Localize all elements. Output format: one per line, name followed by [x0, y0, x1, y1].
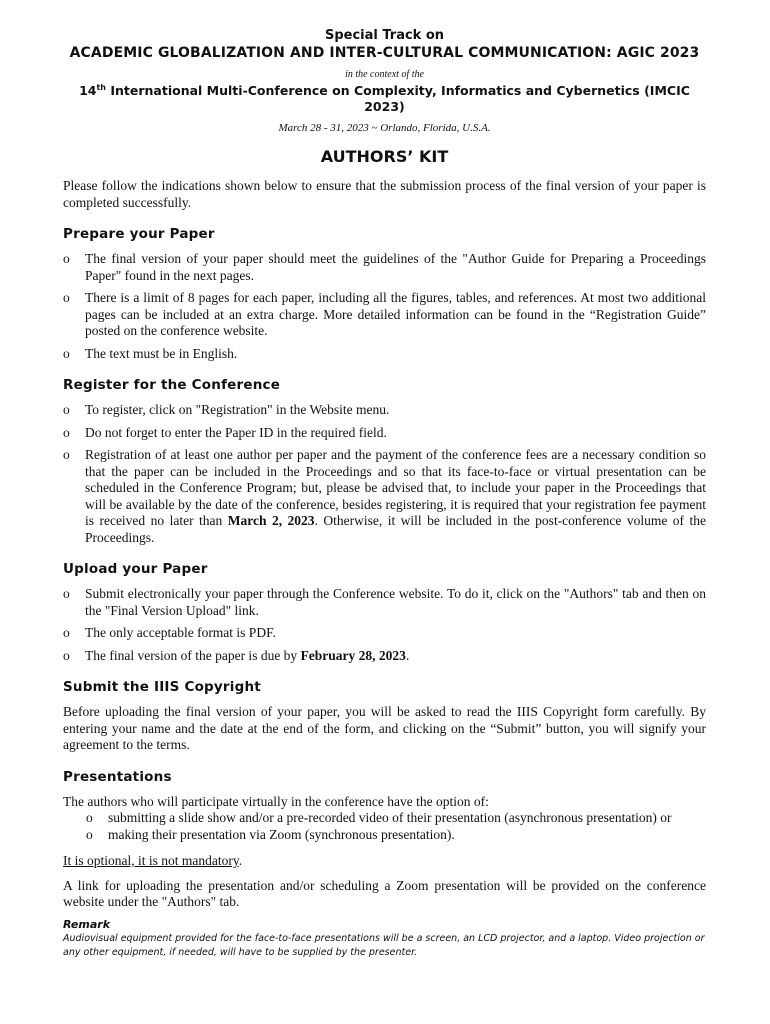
optional-note-end: . — [238, 853, 243, 868]
list-item-text: submitting a slide show and/or a pre-recorded video of their presentation (asynchronous presentation) or — [108, 810, 672, 825]
bullet-marker: o — [63, 447, 70, 462]
register-list — [63, 402, 706, 546]
conference-name: International Multi-Conference on Complexity, Informatics and Cybernetics (IMCIC 2023) — [106, 83, 690, 114]
bullet-marker: o — [86, 826, 93, 842]
presentations-intro: The authors who will participate virtually in the conference have the option of: — [63, 793, 489, 809]
upload-heading: Upload your Paper — [63, 561, 208, 577]
list-item-text: To register, click on "Registration" in the Website menu. — [85, 402, 390, 417]
bullet-marker: o — [86, 810, 93, 825]
remark-heading: Remark — [63, 917, 111, 931]
list-item-text: There is a limit of 8 pages for each paper, including all the figures, tables, and references. At most two additional pages can be included at an extra charge. More detailed information can be found in the “Registration Guide” posted on the conference website. — [85, 290, 706, 338]
bullet-marker: o — [63, 402, 70, 417]
list-item — [63, 648, 706, 665]
list-item — [63, 402, 706, 419]
list-item — [63, 586, 706, 619]
list-item — [63, 827, 706, 844]
context-label: in the context of the — [345, 69, 424, 80]
list-item-text: . — [405, 647, 410, 663]
list-item — [63, 810, 706, 827]
bullet-marker: o — [63, 586, 70, 601]
list-item-text: The final version of the paper is due by — [85, 647, 301, 663]
bullet-marker: o — [63, 251, 70, 266]
list-item-text: . Otherwise, it will be included in the post-conference volume of the Proceedings. — [85, 513, 706, 545]
optional-note-text: It is optional, it is not mandatory — [63, 853, 239, 868]
list-item-text: Submit electronically your paper through the Conference website. To do it, click on the "Authors" tab and then on the "Final Version Upload" link. — [85, 586, 706, 618]
list-item-text: making their presentation via Zoom (synchronous presentation). — [108, 826, 455, 842]
list-item — [63, 346, 706, 363]
list-item-text: The text must be in English. — [85, 345, 238, 361]
conference-dates: March 28 - 31, 2023 ~ Orlando, Florida, U.S.A. — [278, 122, 491, 134]
list-item — [63, 625, 706, 642]
prepare-list — [63, 251, 706, 362]
registration-deadline: March 2, 2023 — [227, 513, 315, 528]
optional-note — [63, 853, 706, 870]
list-item — [63, 251, 706, 284]
register-heading: Register for the Conference — [63, 377, 281, 393]
presentation-options-list — [63, 810, 706, 843]
document-page — [63, 28, 706, 960]
upload-list — [63, 586, 706, 664]
list-item-text: Registration of at least one author per paper and the payment of the conference fees are a necessary condition so that the paper can be included in the Proceedings and so that its face-to-face or virtual presentation can be scheduled in the Conference Program; but, please be advised that, to include your paper in the Proceedings that will be available by the date of the conference, besides registering, it is required that your registration fee payment is received no later than — [85, 447, 706, 528]
copyright-heading: Submit the IIIS Copyright — [63, 679, 261, 695]
list-item — [63, 425, 706, 442]
list-item-text: The only acceptable format is PDF. — [85, 625, 276, 640]
bullet-marker: o — [63, 647, 70, 663]
conference-title — [73, 83, 696, 115]
conference-number: 14 — [79, 83, 97, 98]
page-title: AUTHORS’ KIT — [320, 147, 449, 166]
presentations-heading: Presentations — [63, 768, 172, 785]
track-title: ACADEMIC GLOBALIZATION AND INTER-CULTURAL COMMUNICATION: AGIC 2023 — [69, 45, 700, 61]
bullet-marker: o — [63, 290, 70, 305]
conference-number-suffix: th — [96, 83, 107, 92]
list-item-text: Do not forget to enter the Paper ID in the required field. — [85, 424, 387, 440]
bullet-marker: o — [63, 424, 70, 440]
special-track-label: Special Track on — [324, 28, 445, 43]
bullet-marker: o — [63, 625, 70, 640]
list-item — [63, 290, 706, 340]
prepare-heading: Prepare your Paper — [63, 226, 215, 242]
presentation-link-paragraph: A link for uploading the presentation and/or scheduling a Zoom presentation will be provided on the conference website under the "Authors" tab. — [63, 877, 706, 909]
final-version-deadline: February 28, 2023 — [300, 647, 406, 663]
list-item — [63, 447, 706, 546]
remark-text: Audiovisual equipment provided for the face-to-face presentations will be a screen, an LCD projector, and a laptop. Video projection or any other equipment, if needed, will have to be supplied by the presenter. — [63, 932, 705, 958]
bullet-marker: o — [63, 345, 70, 361]
list-item-text: The final version of your paper should meet the guidelines of the "Author Guide for Preparing a Proceedings Paper" found in the next pages. — [85, 251, 706, 283]
intro-paragraph: Please follow the indications shown below to ensure that the submission process of the final version of your paper is completed successfully. — [63, 178, 706, 210]
copyright-paragraph: Before uploading the final version of your paper, you will be asked to read the IIIS Copyright form carefully. By entering your name and the date at the end of the form, and clicking on the “Submit” button, you will signify your agreement to the terms. — [63, 704, 706, 752]
